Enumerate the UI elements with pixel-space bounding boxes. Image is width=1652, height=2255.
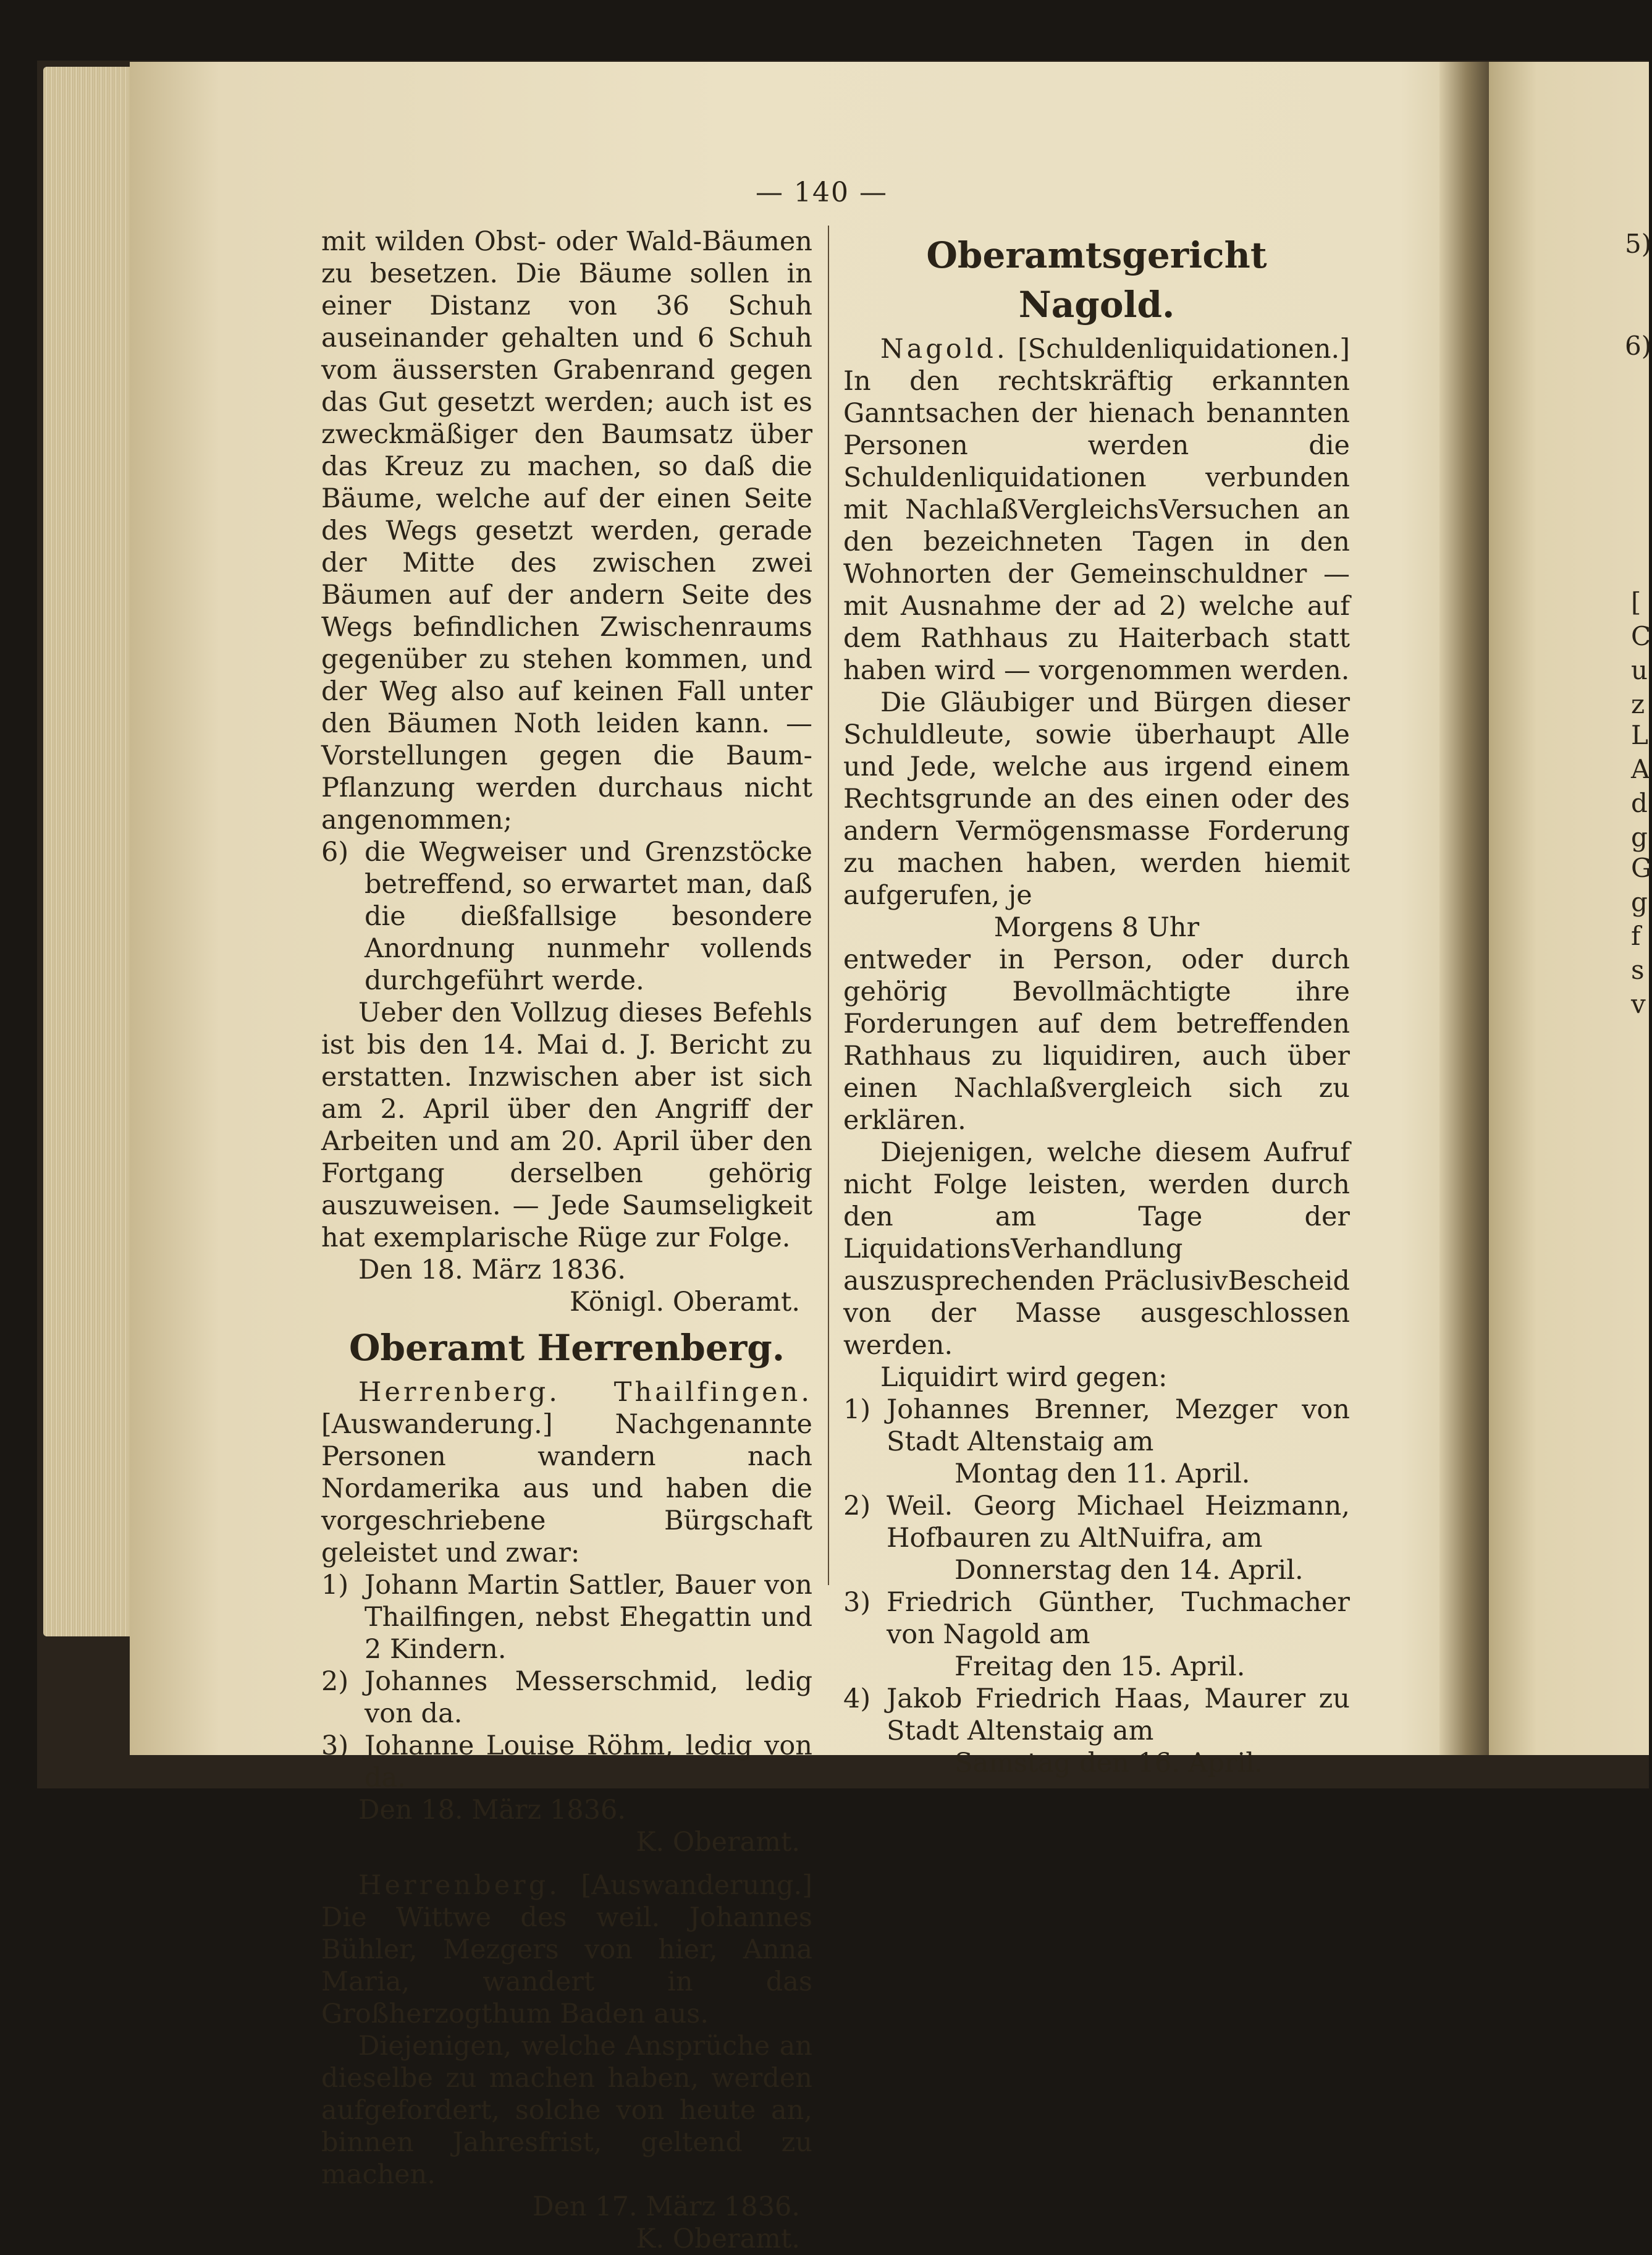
list-item (843, 1394, 1350, 1458)
paragraph: Ueber den Vollzug dieses Befehls ist bis den 14. Mai d. J. Bericht zu erstatten. Inzwischen aber ist sich am 2. April über den Angriff der Arbeiten und am 20. April über den Fortgang derselben gehörig auszuweisen. — Jede Saumseligkeit hat exemplarische Rüge zur Folge. (321, 997, 812, 1253)
paragraph: Diejenigen, welche Ansprüche an dieselbe zu machen haben, werden aufgefordert, solche von heute an, binnen Jahresfrist, geltend zu machen. (321, 2031, 812, 2190)
next-page-fragment: s (1631, 955, 1645, 985)
date-line: Den 18. März 1836. (358, 1254, 626, 1285)
list-number: 4) (843, 1683, 871, 1714)
place-name: Herrenberg. (358, 1870, 560, 1901)
list-item (843, 1683, 1350, 1747)
list-item (321, 1730, 812, 1794)
next-page-fragment: u (1631, 655, 1648, 685)
date-line: Den 18. März 1836. (358, 1795, 626, 1826)
day-line: Donnerstag den 14. April. (955, 1555, 1304, 1586)
next-page-fragment: d (1631, 788, 1648, 818)
paragraph: entweder in Person, oder durch gehörig Bevollmächtigte ihre Forderungen auf dem betreffenden Rathhaus zu liquidiren, auch über einen Nachlaßvergleich sich zu erklären. (843, 944, 1350, 1136)
paragraph: mit wilden Obst- oder Wald-Bäumen zu besetzen. Die Bäume sollen in einer Distanz von 36 Schuh auseinander gehalten und 6 Schuh vom äussersten Grabenrand gegen das Gut gesetzt werden; auch ist es zweckmäßiger den Baumsatz über das Kreuz zu machen, so daß die Bäume, welche auf der einen Seite des Wegs gesetzt werden, gerade der Mitte des zwischen zwei Bäumen auf der andern Seite des Wegs befindlichen Zwischenraums gegenüber zu stehen kommen, und der Weg also auf keinen Fall unter den Bäumen Noth leiden kann. — Vorstellungen gegen die Baum-Pflanzung werden durchaus nicht angenommen; (321, 226, 812, 836)
signature: K. Oberamt. (636, 2223, 800, 2254)
signature: Königl. Oberamt. (569, 1287, 800, 1318)
day-line: Montag den 11. April. (955, 1458, 1250, 1489)
list-number: 6) (321, 837, 349, 868)
left-column (321, 226, 812, 2255)
time-line: Morgens 8 Uhr (993, 912, 1200, 943)
page-number: — 140 — (756, 177, 888, 208)
next-page-fragment: A (1631, 754, 1650, 784)
section-heading: Oberamt Herrenberg. (348, 1327, 785, 1369)
next-page-fragment: 6) (1625, 331, 1652, 361)
next-page-fragment: v (1631, 989, 1646, 1019)
paragraph: [Schuldenliquidationen.] In den rechtskräftig erkannten Ganntsachen der hienach benannten Personen werden die Schuldenliquidationen verbunden mit NachlaßVergleichsVersuchen an den bezeichneten Tagen in den Wohnorten der Gemeinschuldner — mit Ausnahme der ad 2) welche auf dem Rathhaus zu Haiterbach statt haben wird — vorgenommen werden. (843, 334, 1350, 686)
paragraph: Diejenigen, welche diesem Aufruf nicht Folge leisten, werden durch den am Tage der LiquidationsVerhandlung auszusprechenden PräclusivBescheid von der Masse ausgeschlossen werden. (843, 1137, 1350, 1361)
next-page-fragment: g (1631, 822, 1648, 852)
next-page-fragment: g (1631, 887, 1648, 917)
list-text: Weil. Georg Michael Heizmann, Hofbauren zu AltNuifra, am (887, 1491, 1350, 1554)
next-page-fragment: L (1631, 720, 1648, 750)
list-item (843, 1490, 1350, 1554)
list-number: 2) (321, 1666, 349, 1697)
paragraph: [Auswanderung.] Die Wittwe des weil. Johannes Bühler, Mezgers von hier, Anna Maria, wandert in das Großherzogthum Baden aus. (321, 1870, 812, 2029)
list-text: Friedrich Günther, Tuchmacher von Nagold am (887, 1587, 1350, 1650)
section-heading: Oberamtsgericht Nagold. (926, 234, 1267, 326)
list-text: die Wegweiser und Grenzstöcke betreffend, so erwartet man, daß die dießfallsige besondere Anordnung nunmehr vollends durchgeführt werde. (365, 837, 812, 996)
list-number: 3) (843, 1587, 871, 1618)
column-rule (828, 226, 829, 1585)
next-page-fragment: G (1631, 853, 1652, 883)
list-number: 2) (843, 1491, 871, 1521)
next-page (1489, 62, 1652, 1755)
place-name: Herrenberg. Thailfingen. (358, 1377, 812, 1408)
gutter (1439, 62, 1489, 1755)
date-line: Den 17. März 1836. (533, 2191, 800, 2222)
place-name: Nagold. (880, 334, 1008, 365)
next-page-fragment: [ (1631, 587, 1641, 617)
next-page-fragment: z (1631, 689, 1645, 719)
day-line: Samstag den 16. April. (955, 1748, 1263, 1779)
list-text: Johannes Brenner, Mezger von Stadt Altenstaig am (887, 1394, 1350, 1457)
list-text: Johann Martin Sattler, Bauer von Thailfingen, nebst Ehegattin und 2 Kindern. (365, 1570, 812, 1665)
next-page-fragment: C (1631, 621, 1651, 651)
day-line: Freitag den 15. April. (955, 1651, 1245, 1682)
paragraph: [Auswanderung.] Nachgenannte Personen wandern nach Nordamerika aus und haben die vorgeschriebene Bürgschaft geleistet und zwar: (321, 1409, 812, 1568)
list-item (321, 836, 812, 997)
signature: K. Oberamt. (636, 1827, 800, 1858)
list-text: Jakob Friedrich Haas, Maurer zu Stadt Altenstaig am (887, 1683, 1350, 1746)
list-number: 1) (843, 1394, 871, 1425)
list-item (321, 1665, 812, 1730)
next-page-fragment: f (1631, 921, 1641, 951)
paragraph: Liquidirt wird gegen: (880, 1362, 1168, 1393)
list-number: 3) (321, 1730, 349, 1761)
next-page-fragment: 5) (1625, 229, 1652, 259)
right-column (843, 226, 1350, 1779)
list-text: Johanne Louise Röhm, ledig von da. (365, 1730, 812, 1793)
list-item (321, 1569, 812, 1665)
list-text: Johannes Messerschmid, ledig von da. (365, 1666, 812, 1729)
list-number: 1) (321, 1570, 349, 1601)
paragraph: Die Gläubiger und Bürgen dieser Schuldleute, sowie überhaupt Alle und Jede, welche aus irgend einem Rechtsgrunde an des einen oder des andern Vermögensmasse Forderung zu machen haben, werden hiemit aufgerufen, je (843, 687, 1350, 911)
list-item (843, 1586, 1350, 1651)
